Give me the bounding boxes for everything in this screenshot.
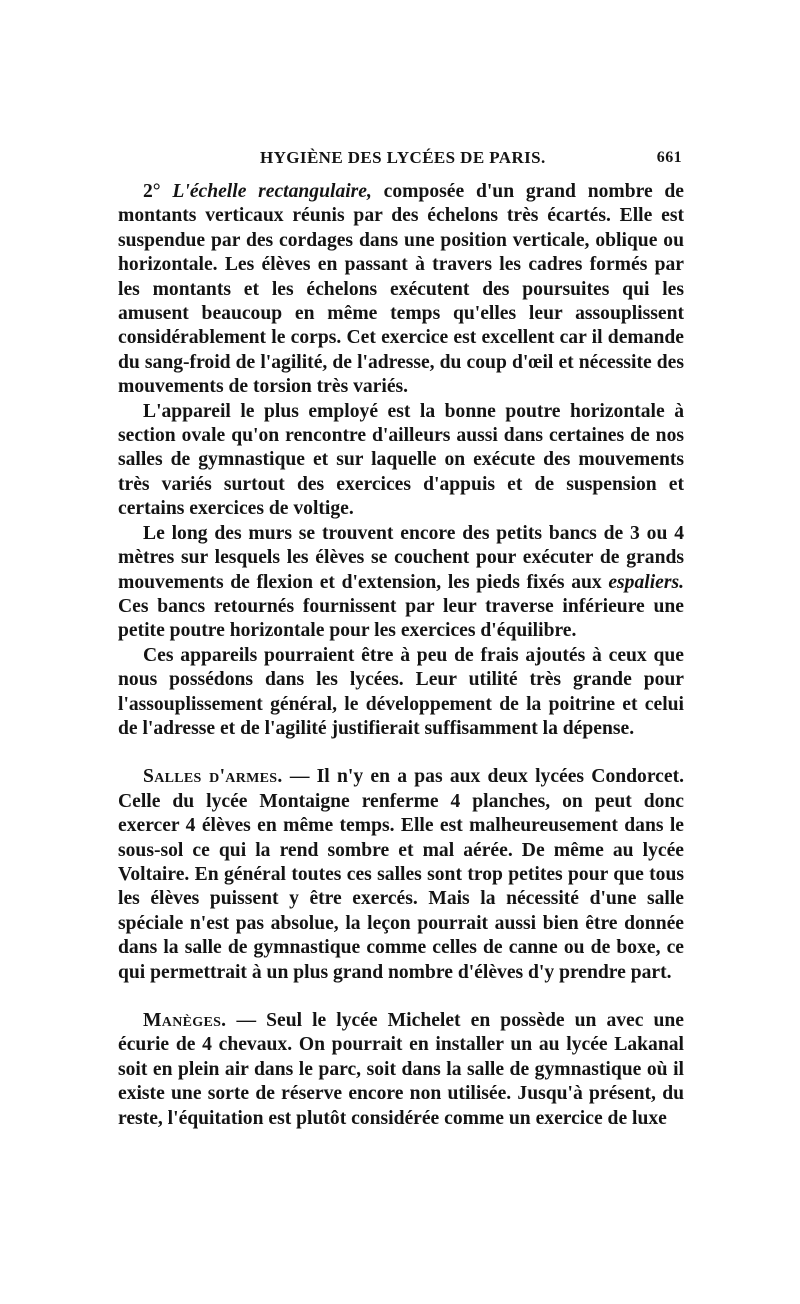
paragraph-text: Le long des murs se trouvent encore des petits bancs de 3 ou 4 mètres sur lesquels les élèves se couchent pour exécuter de grands mouvements de flexion et d'extension, les pieds fixés aux: [118, 522, 684, 593]
paragraph-fencing-halls: [118, 765, 684, 985]
book-page: [118, 148, 684, 1131]
paragraph-text: — Seul le lycée Michelet en possède un avec une écurie de 4 chevaux. On pourrait en installer un au lycée Lakanal soit en plein air dans le parc, soit dans la salle de gymnastique où il existe une sorte de réserve encore non utilisée. Jusqu'à présent, du reste, l'équitation est plutôt considérée comme un exercice de luxe: [118, 1010, 684, 1129]
running-header: [118, 148, 684, 176]
paragraph-horizontal-beam: [118, 400, 684, 522]
item-number: 2°: [143, 181, 173, 202]
italic-term-espaliers: espaliers.: [608, 571, 684, 593]
paragraph-text: composée d'un grand nombre de montants verticaux réunis par des échelons très écartés. Elle est suspendue par des cordages dans une position verticale, oblique ou horizontale. Les élèves en passant à travers les cadres formés par les montants et les échelons exécutent des poursuites qui les amusent beaucoup en même temps qu'elles leur assouplissent considérablement le corps. Cet exercice est excellent car il demande du sang-froid de l'agilité, de l'adresse, du coup d'œil et nécessite des mouvements de torsion très variés.: [118, 181, 684, 398]
italic-term-ladder: L'échelle rectangulaire,: [172, 181, 372, 202]
section-gap: [118, 985, 684, 1009]
paragraph-text: — Il n'y en a pas aux deux lycées Condorcet. Celle du lycée Montaigne renferme 4 planches, on peut donc exercer 4 élèves en même temps. Elle est malheureusement dans le sous-sol ce qui la rend sombre et mal aérée. De même au lycée Voltaire. En général toutes ces salles sont trop petites pour que tous les élèves puissent y être exercés. Mais la nécessité d'une salle spéciale n'est pas absolue, la leçon pourrait aussi bien être donnée dans la salle de gymnastique comme celles de canne ou de boxe, ce qui permettrait à un plus grand nombre d'élèves d'y prendre part.: [118, 766, 684, 983]
running-title: HYGIÈNE DES LYCÉES DE PARIS.: [260, 148, 546, 167]
page-number: 661: [656, 149, 682, 166]
paragraph-apparatus-cost: [118, 644, 684, 742]
paragraph-text: Ces appareils pourraient être à peu de frais ajoutés à ceux que nous possédons dans les lycées. Leur utilité très grande pour l'assouplissement général, le développement de la poitrine et celui de l'adresse et de l'agilité justifierait suffisamment la dépense.: [118, 644, 684, 739]
section-heading-fencing: Salles d'armes.: [143, 766, 283, 788]
paragraph-riding-schools: [118, 1009, 684, 1131]
section-heading-riding: Manèges.: [143, 1010, 227, 1031]
paragraph-benches: [118, 522, 684, 644]
paragraph-rectangular-ladder: [118, 180, 684, 400]
paragraph-text-after: Ces bancs retournés fournissent par leur traverse inférieure une petite poutre horizontale pour les exercices d'équilibre.: [118, 595, 684, 642]
paragraph-text: L'appareil le plus employé est la bonne poutre horizontale à section ovale qu'on rencontre d'ailleurs aussi dans certaines de nos salles de gymnastique et sur laquelle on exécute des mouvements très variés surtout des exercices d'appuis et de suspension et certains exercices de voltige.: [118, 400, 684, 520]
section-gap: [118, 741, 684, 765]
